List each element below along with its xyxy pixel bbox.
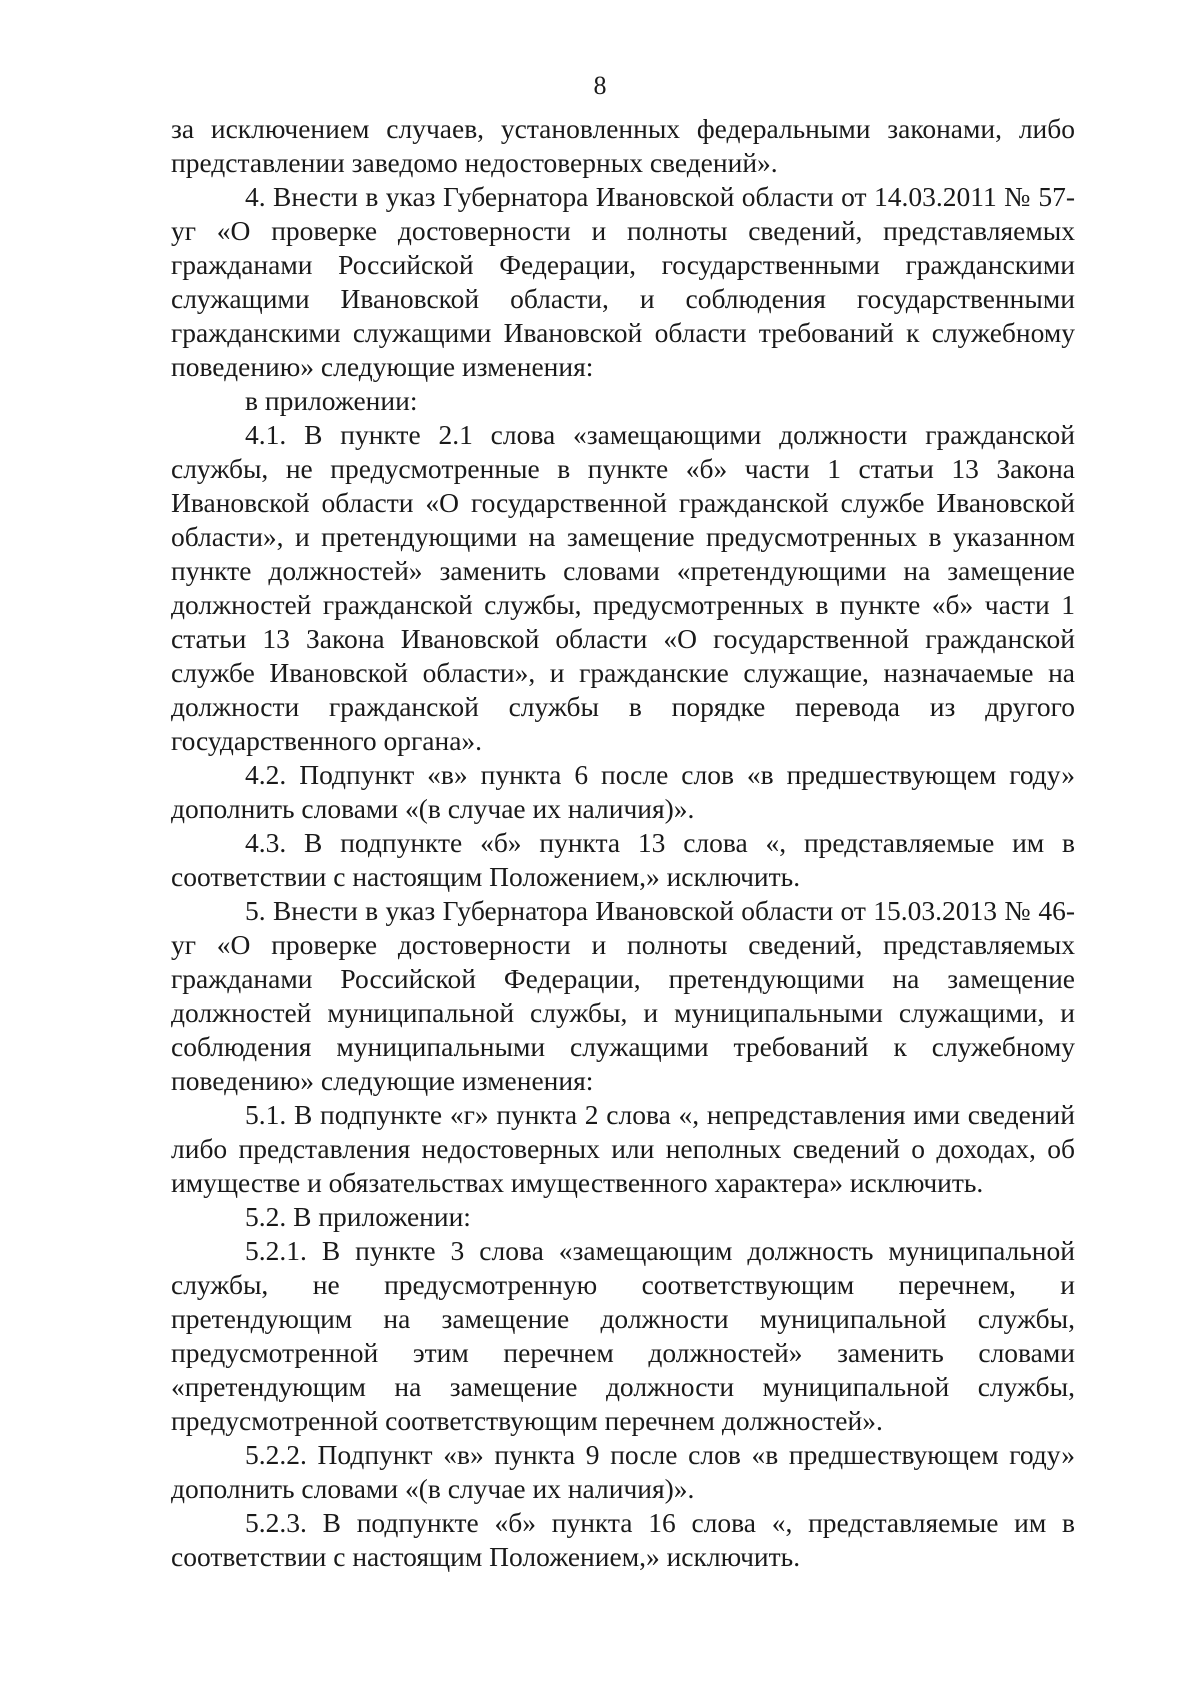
document-body	[171, 112, 1075, 1574]
paragraph-item-4-2: 4.2. Подпункт «в» пункта 6 после слов «в предшествующем году» дополнить словами «(в случае их наличия)».	[171, 759, 1075, 824]
paragraph-appendix-note: в приложении:	[245, 385, 418, 416]
paragraph-item-5-1: 5.1. В подпункте «г» пункта 2 слова «, непредставления ими сведений либо представления недостоверных или неполных сведений о доходах, об имуществе и обязательствах имущественного характера» исключить.	[171, 1099, 1075, 1198]
paragraph-item-4: 4. Внести в указ Губернатора Ивановской области от 14.03.2011 № 57-уг «О проверке достоверности и полноты сведений, представляемых гражданами Российской Федерации, государственными гражданскими служащими Ивановской области, и соблюдения государственными гражданскими служащими Ивановской области требований к служебному поведению» следующие изменения:	[171, 181, 1075, 382]
paragraph-item-5-2-3: 5.2.3. В подпункте «б» пункта 16 слова «, представляемые им в соответствии с настоящим Положением,» исключить.	[171, 1507, 1075, 1572]
paragraph-item-5-2-2: 5.2.2. Подпункт «в» пункта 9 после слов «в предшествующем году» дополнить словами «(в случае их наличия)».	[171, 1439, 1075, 1504]
page-number: 8	[593, 71, 607, 100]
paragraph-item-5-2-1: 5.2.1. В пункте 3 слова «замещающим должность муниципальной службы, не предусмотренную соответствующим перечнем, и претендующим на замещение должности муниципальной службы, предусмотренной этим перечнем должностей» заменить словами «претендующим на замещение должности муниципальной службы, предусмотренной соответствующим перечнем должностей».	[171, 1235, 1075, 1436]
paragraph-item-5: 5. Внести в указ Губернатора Ивановской области от 15.03.2013 № 46-уг «О проверке достоверности и полноты сведений, представляемых гражданами Российской Федерации, претендующими на замещение должностей муниципальной службы, и муниципальными служащими, и соблюдения муниципальными служащими требований к служебному поведению» следующие изменения:	[171, 895, 1075, 1096]
paragraph-continuation: за исключением случаев, установленных федеральными законами, либо представлении заведомо недостоверных сведений».	[171, 113, 1075, 178]
paragraph-item-4-3: 4.3. В подпункте «б» пункта 13 слова «, представляемые им в соответствии с настоящим Положением,» исключить.	[171, 827, 1075, 892]
paragraph-item-5-2: 5.2. В приложении:	[245, 1201, 471, 1232]
paragraph-item-4-1: 4.1. В пункте 2.1 слова «замещающими должности гражданской службы, не предусмотренные в пункте «б» части 1 статьи 13 Закона Ивановской области «О государственной гражданской службе Ивановской области», и претендующими на замещение предусмотренных в указанном пункте должностей» заменить словами «претендующими на замещение должностей гражданской службы, предусмотренных в пункте «б» части 1 статьи 13 Закона Ивановской области «О государственной гражданской службе Ивановской области», и гражданские служащие, назначаемые на должности гражданской службы в порядке перевода из другого государственного органа».	[171, 419, 1075, 756]
